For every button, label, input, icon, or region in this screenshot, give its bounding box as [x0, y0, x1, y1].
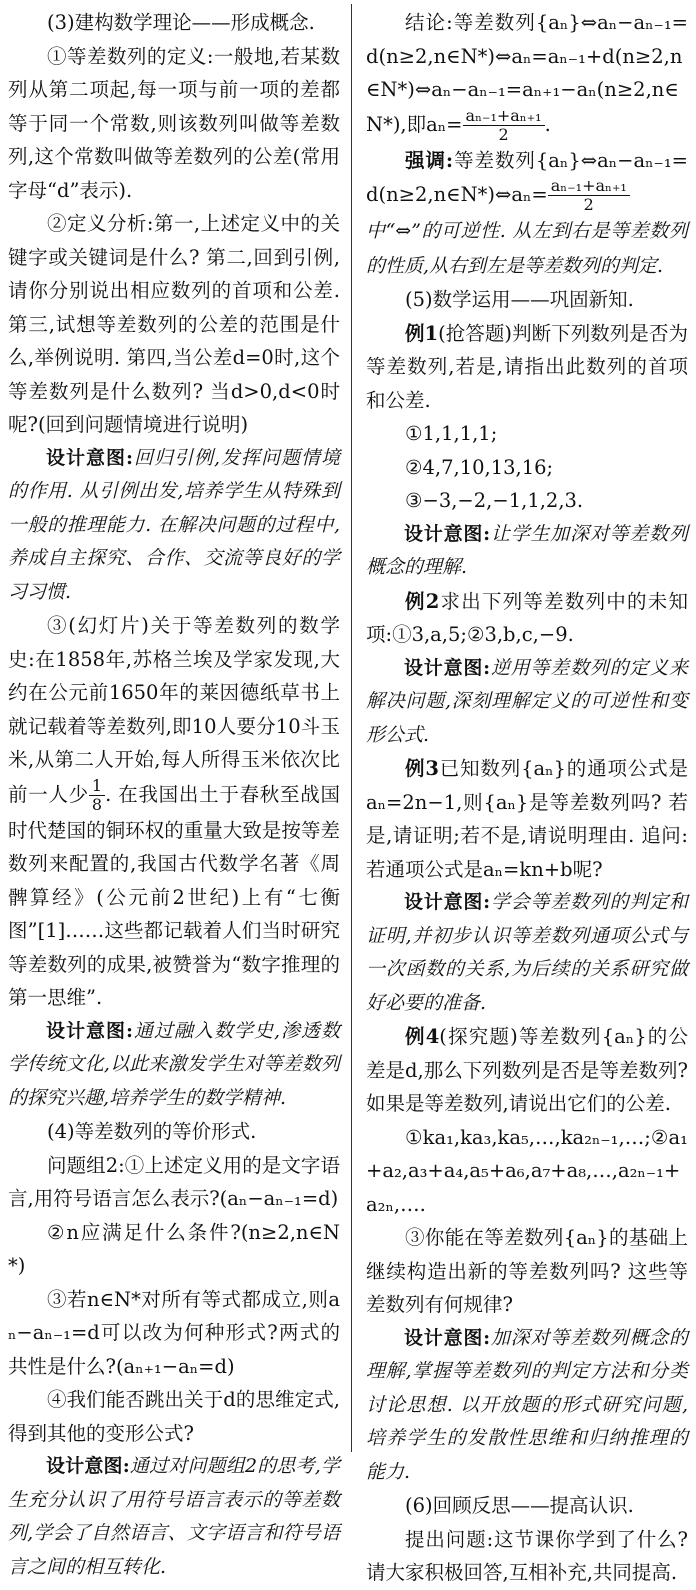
example-3: 例3已知数列{aₙ}的通项公式是aₙ=2n−1,则{aₙ}是等差数列吗? 若是,请证明;若不是,请说明理由. 追问:若通项公式是aₙ=kn+b呢? [366, 757, 688, 881]
column-divider [351, 4, 352, 1452]
definition-paragraph: ①等差数列的定义:一般地,若某数列从第二项起,每一项与前一项的差都等于同一个常数,则该数列叫做等差数列,这个常数叫做等差数列的公差(常用字母“d”表示). [8, 44, 340, 202]
conclusion-paragraph: 结论:等差数列{aₙ}⇔aₙ−aₙ₋₁=d(n≥2,n∈N*)⇔aₙ=aₙ₋₁+d(n≥2,n∈N*)⇔aₙ−aₙ₋₁=aₙ₊₁−aₙ(n≥2,n∈N*),即aₙ= $\frac{\text{aₙ₋₁+aₙ₊₁}}{2}$ . [366, 11, 688, 144]
design-intent-1: 设计意图:回归引例,发挥问题情境的作用. 从引例出发,培养学生从特殊到一般的推理能力. 在解决问题的过程中,养成自主探究、合作、交流等良好的学习习惯. [8, 446, 340, 603]
fraction-emphasis: $\frac{\text{aₙ₋₁+aₙ₊₁}}{2}$ [548, 177, 630, 214]
right-column [366, 6, 688, 1590]
section-heading-3: (3)建构数学理论——形成概念. [47, 11, 315, 34]
example-1-item-1: ①1,1,1,1; [405, 422, 498, 445]
section-heading-6: (6)回顾反思——提高认识. [405, 1494, 634, 1517]
design-intent-5: 设计意图:逆用等差数列的定义来解决问题,深刻理解定义的可逆性和变形公式. [366, 656, 688, 746]
emphasis-paragraph: 强调:等差数列{aₙ}⇔aₙ−aₙ₋₁=d(n≥2,n∈N*)⇔aₙ= $\frac{\text{aₙ₋₁+aₙ₊₁}}{2}$ 中“⇔”的可逆性. 从左到右是等差数列的性质,从右到左是等差数列的判定. [366, 148, 688, 277]
example-4: 例4(探究题)等差数列{aₙ}的公差是d,那么下列数列是否是等差数列? 如果是等差数列,请说出它们的公差. [366, 1025, 688, 1115]
design-intent-3: 设计意图:通过对问题组2的思考,学生充分认识了用符号语言表示的等差数列,学会了自然语言、文字语言和符号语言之间的相互转化. [8, 1455, 340, 1578]
closing-question: 提出问题:这节课你学到了什么?请大家积极回答,互相补充,共同提高. [366, 1527, 688, 1584]
design-intent-6: 设计意图:学会等差数列的判定和证明,并初步认识等差数列通项公式与一次函数的关系,为后续的关系研究做好必要的准备. [366, 891, 688, 1014]
example-4-items: ①ka₁,ka₃,ka₅,…,ka₂ₙ₋₁,…;②a₁+a₂,a₃+a₄,a₅+a₆,a₇+a₈,…,a₂ₙ₋₁+a₂ₙ,…. [366, 1125, 688, 1216]
example-2: 例2求出下列等差数列中的未知项:①3,a,5;②3,b,c,−9. [366, 589, 688, 646]
question-group-2: 问题组2:①上述定义用的是文字语言,用符号语言怎么表示?(aₙ−aₙ₋₁=d) [8, 1153, 340, 1210]
example-4-item-3: ③你能在等差数列{aₙ}的基础上继续构造出新的等差数列吗? 这些等差数列有何规律? [366, 1226, 688, 1316]
section-heading-5: (5)数学运用——巩固新知. [405, 288, 634, 311]
question-2-item-3: ③若n∈N*对所有等式都成立,则aₙ−aₙ₋₁=d可以改为何种形式?两式的共性是什么?(aₙ₊₁−aₙ=d) [8, 1287, 340, 1378]
question-2-item-4: ④我们能否跳出关于d的思维定式,得到其他的变形公式? [8, 1388, 340, 1445]
example-1: 例1(抢答题)判断下列数列是否为等差数列,若是,请指出此数列的首项和公差. [366, 321, 688, 412]
section-heading-4: (4)等差数列的等价形式. [47, 1120, 257, 1143]
design-intent-2: 设计意图:通过融入数学史,渗透数学传统文化,以此来激发学生对等差数列的探究兴趣,培养学生的数学精神. [8, 1019, 340, 1109]
fraction-conclusion: $\frac{\text{aₙ₋₁+aₙ₊₁}}{2}$ [463, 107, 545, 144]
design-intent-7: 设计意图:加深对等差数列概念的理解,掌握等差数列的判定方法和分类讨论思想. 以开放题的形式研究问题,培养学生的发散性思维和归纳推理的能力. [366, 1326, 688, 1483]
design-intent-4: 设计意图:让学生加深对等差数列概念的理解. [366, 522, 688, 578]
left-column [8, 6, 340, 1584]
history-paragraph: ③(幻灯片)关于等差数列的数学史:在1858年,苏格兰埃及学家发现,大约在公元前1650年的莱因德纸草书上就记载着等差数列,即10人要分10斗玉米,从第二人开始,每人所得玉米依次比前一人少 $\frac{1}{8}$ . 在我国出土于春秋至战国时代楚国的铜环权的重量大致是按等差数列来配置的,我国古代数学名著《周髀算经》(公元前2世纪)上有“七衡图”[1]……这些都记载着人们当时研究等差数列的成果,被赞誉为“数字推理的第一思维”. [8, 614, 340, 1009]
definition-analysis-paragraph: ②定义分析:第一,上述定义中的关键字或关键词是什么? 第二,回到引例,请你分别说出相应数列的首项和公差. 第三,试想等差数列的公差的范围是什么,举例说明. 第四,当公差d=0时,这个等差数列是什么数列? 当d>0,d<0时呢?(回到问题情境进行说明) [8, 212, 340, 436]
example-1-item-3: ③−3,−2,−1,1,2,3. [405, 489, 584, 512]
question-2-item-2: ②n应满足什么条件?(n≥2,n∈N*) [8, 1220, 340, 1277]
example-1-item-2: ②4,7,10,13,16; [405, 455, 554, 479]
fraction-one-eighth: $\frac{1}{8}$ [89, 777, 105, 814]
